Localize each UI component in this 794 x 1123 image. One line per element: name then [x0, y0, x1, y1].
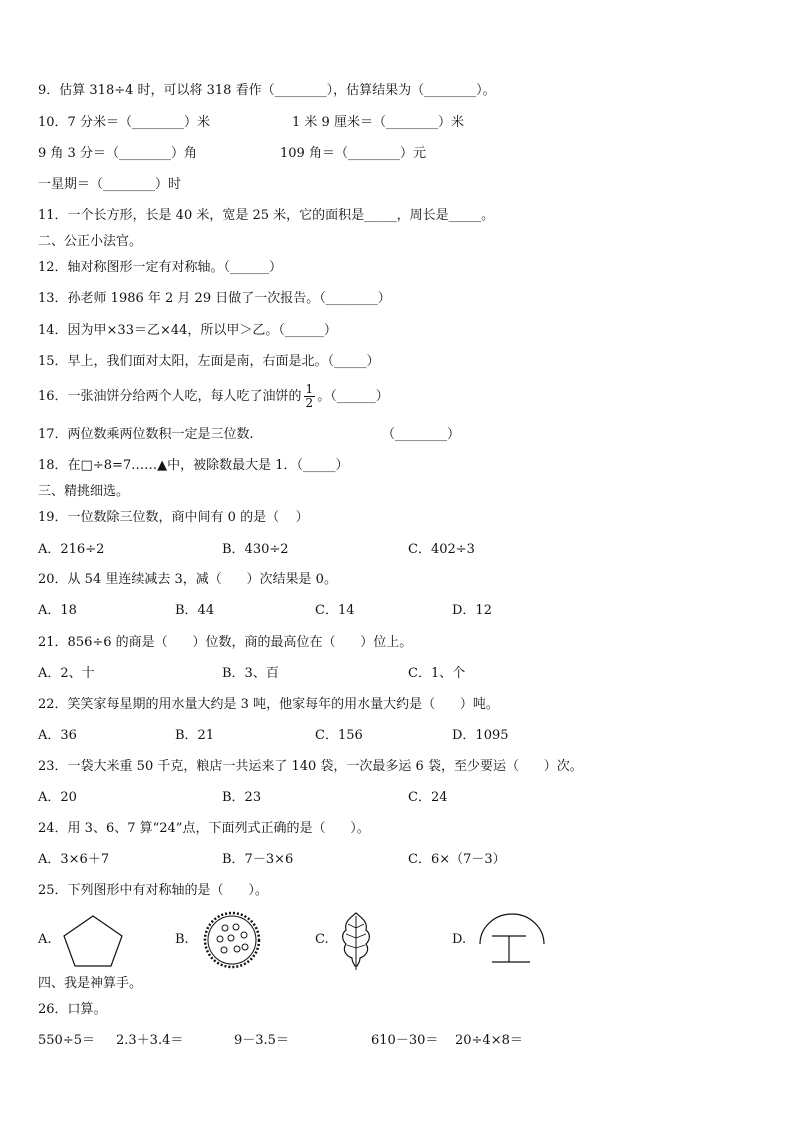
question-23: 23．一袋大米重 50 千克，粮店一共运来了 140 袋，一次最多运 6 袋，至少要运（ ）次。 — [38, 759, 583, 774]
q22-option-d: D．1095 — [452, 728, 509, 743]
arc-gong-figure — [474, 908, 550, 970]
question-9: 9．估算 318÷4 时，可以将 318 看作（________），估算结果为（________）。 — [38, 83, 496, 98]
q24-option-b: B．7－3×6 — [222, 852, 294, 867]
leaf-figure — [338, 910, 374, 972]
question-18: 18．在□÷8=7……▲中，被除数最大是 1．（_____） — [38, 458, 349, 473]
q19-option-b: B．430÷2 — [222, 542, 289, 557]
question-17-blank: （________） — [382, 427, 461, 442]
q24-option-a: A．3×6＋7 — [38, 852, 110, 867]
fraction-denominator: 2 — [305, 396, 314, 410]
section-3-heading: 三、精挑细选。 — [38, 484, 130, 499]
question-17: 17．两位数乘两位数积一定是三位数. — [38, 427, 254, 442]
mental-math-item-2: 2.3＋3.4＝ — [116, 1033, 184, 1048]
q21-option-b: B．3、百 — [222, 666, 279, 681]
section-4-heading: 四、我是神算手。 — [38, 976, 143, 991]
q25-option-b-label: B. — [175, 932, 189, 947]
question-10-part-d: 109 角＝（________）元 — [280, 146, 426, 161]
question-15: 15．早上，我们面对太阳，左面是南，右面是北。（_____） — [38, 354, 380, 369]
q22-option-b: B．21 — [175, 728, 215, 743]
question-12: 12．轴对称图形一定有对称轴。（______） — [38, 260, 283, 275]
q19-option-c: C．402÷3 — [408, 542, 475, 557]
question-25: 25．下列图形中有对称轴的是（ ）。 — [38, 883, 268, 898]
q22-option-c: C．156 — [315, 728, 363, 743]
q20-option-d: D．12 — [452, 603, 492, 618]
question-20: 20．从 54 里连续减去 3，减（ ）次结果是 0。 — [38, 572, 337, 587]
question-10-part-a: 10．7 分米＝（________）米 — [38, 115, 210, 130]
q25-option-d-label: D. — [452, 932, 467, 947]
q20-option-a: A．18 — [38, 603, 77, 618]
q25-option-a-label: A. — [38, 932, 52, 947]
q25-option-c-label: C. — [315, 932, 329, 947]
question-16 — [38, 382, 389, 412]
question-10-part-c: 9 角 3 分＝（________）角 — [38, 146, 197, 161]
question-11: 11．一个长方形，长是 40 米，宽是 25 米，它的面积是_____，周长是_____。 — [38, 208, 495, 223]
q23-option-b: B．23 — [222, 790, 262, 805]
q24-option-c: C．6×（7－3） — [408, 852, 506, 867]
question-22: 22．笑笑家每星期的用水量大约是 3 吨，他家每年的用水量大约是（ ）吨。 — [38, 697, 499, 712]
q20-option-c: C．14 — [315, 603, 355, 618]
question-26: 26．口算。 — [38, 1002, 107, 1017]
mental-math-item-3: 9－3.5＝ — [234, 1033, 289, 1048]
q22-option-a: A．36 — [38, 728, 77, 743]
q21-option-c: C．1、个 — [408, 666, 466, 681]
question-16-text: 16．一张油饼分给两个人吃，每人吃了油饼的 — [38, 389, 302, 404]
question-21: 21．856÷6 的商是（ ）位数，商的最高位在（ ）位上。 — [38, 635, 413, 650]
q20-option-b: B．44 — [175, 603, 215, 618]
question-24: 24．用 3、6、7 算“24”点，下面列式正确的是（ ）。 — [38, 821, 370, 836]
q21-option-a: A．2、十 — [38, 666, 95, 681]
q23-option-c: C．24 — [408, 790, 448, 805]
question-19: 19．一位数除三位数，商中间有 0 的是（ ） — [38, 510, 309, 525]
question-16-blank: 。（______） — [317, 389, 389, 404]
q19-option-a: A．216÷2 — [38, 542, 105, 557]
question-10-part-b: 1 米 9 厘米＝（________）米 — [292, 115, 464, 130]
mental-math-item-4: 610－30＝ — [371, 1033, 439, 1048]
scalloped-biscuit-figure — [200, 910, 264, 970]
q23-option-a: A．20 — [38, 790, 77, 805]
fraction-one-half — [304, 383, 316, 410]
question-10-part-e: 一星期＝（________）时 — [38, 177, 182, 192]
question-13: 13．孙老师 1986 年 2 月 29 日做了一次报告。（________） — [38, 291, 391, 306]
question-14: 14．因为甲×33＝乙×44，所以甲＞乙。（______） — [38, 323, 337, 338]
fraction-numerator: 1 — [305, 382, 314, 396]
mental-math-item-1: 550÷5＝ — [38, 1033, 95, 1048]
mental-math-item-5: 20÷4×8＝ — [455, 1033, 523, 1048]
pentagon-figure — [60, 913, 126, 969]
section-2-heading: 二、公正小法官。 — [38, 234, 143, 249]
